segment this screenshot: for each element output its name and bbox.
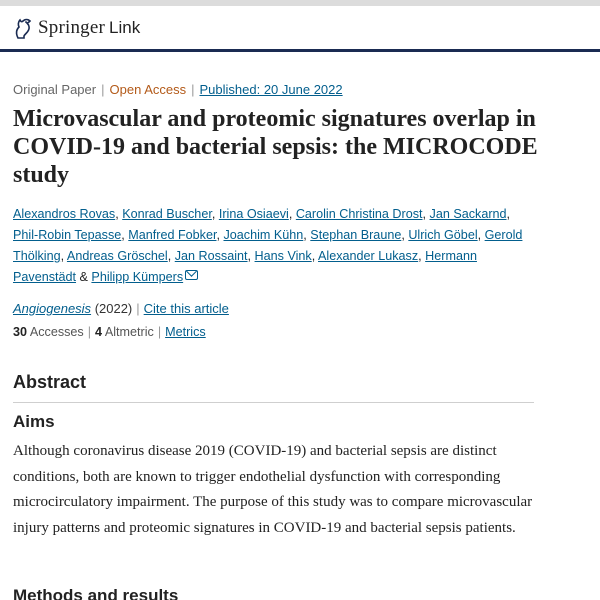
article-metrics: [13, 325, 206, 339]
author-link[interactable]: Alexandros Rovas: [13, 207, 116, 221]
accesses-label: Accesses: [29, 325, 84, 339]
author-link[interactable]: Manfred Fobker: [128, 228, 217, 242]
aims-heading: Aims: [13, 412, 55, 431]
article-title: Microvascular and proteomic signatures overlap in COVID-19 and bacterial sepsis: the MICROCODE study: [13, 106, 538, 188]
abstract-heading: Abstract: [13, 372, 87, 392]
altmetric-label: Altmetric: [104, 325, 154, 339]
meta-separator: |: [101, 82, 105, 97]
author-link[interactable]: Joachim Kühn: [223, 228, 304, 242]
author-link[interactable]: Hans Vink: [254, 249, 312, 263]
author-link[interactable]: Stephan Braune: [310, 228, 402, 242]
published-date-link[interactable]: Published: 20 June 2022: [199, 82, 343, 97]
methods-heading: Methods and results: [13, 586, 179, 600]
author-link[interactable]: Jan Rossaint: [174, 249, 248, 263]
author-link[interactable]: Ulrich Göbel: [408, 228, 478, 242]
author-link[interactable]: Irina Osiaevi: [218, 207, 289, 221]
author-link[interactable]: Konrad Buscher: [122, 207, 212, 221]
aims-paragraph: Although coronavirus disease 2019 (COVID-19) and bacterial sepsis are distinct conditions, both are known to trigger endothelial dysfunction with corresponding microcirculatory impairment. The purpose of this study was to compare microvascular injury patterns and proteomic signatures in COVID-19 and bacterial sepsis patients.: [13, 443, 533, 536]
metrics-separator: |: [157, 325, 162, 339]
accesses-count: 30: [13, 325, 28, 339]
author-list: Alexandros Rovas, Konrad Buscher, Irina Osiaevi, Carolin Christina Drost, Jan Sackarnd, Phil-Robin Tepasse, Manfred Fobker, Joachim Kühn, Stephan Braune, Ulrich Göbel, Gerold Thölking, Andreas Gröschel, Jan Rossaint, Hans Vink, Alexander Lukasz, Hermann Pavenstädt & Philipp Kümpers: [13, 207, 523, 284]
logo-brand-text: Springer: [38, 17, 106, 38]
author-link[interactable]: Jan Sackarnd: [429, 207, 507, 221]
author-link[interactable]: Andreas Gröschel: [66, 249, 168, 263]
journal-year: (2022): [94, 301, 133, 316]
article-meta: [13, 82, 343, 97]
author-link[interactable]: Hermann Pavenstädt: [13, 249, 477, 284]
journal-line: [13, 301, 229, 316]
meta-separator: |: [191, 82, 195, 97]
author-link[interactable]: Philipp Kümpers: [91, 270, 184, 284]
logo-sub-text: Link: [109, 18, 141, 37]
metrics-link[interactable]: Metrics: [165, 325, 206, 339]
author-link[interactable]: Phil-Robin Tepasse: [13, 228, 122, 242]
springer-horse-icon: [12, 16, 34, 40]
journal-link[interactable]: Angiogenesis: [13, 301, 92, 316]
abstract-divider: [13, 402, 534, 403]
email-icon[interactable]: [185, 270, 198, 280]
author-link[interactable]: Alexander Lukasz: [318, 249, 419, 263]
open-access-label: Open Access: [109, 82, 187, 97]
article-type: Original Paper: [13, 82, 97, 97]
site-header: [0, 6, 600, 52]
author-link[interactable]: Gerold Thölking: [13, 228, 523, 263]
metrics-separator: |: [87, 325, 92, 339]
springer-link-logo[interactable]: [12, 16, 140, 40]
altmetric-count: 4: [95, 325, 103, 339]
cite-article-link[interactable]: Cite this article: [143, 301, 229, 316]
journal-separator: |: [136, 301, 140, 316]
author-link[interactable]: Carolin Christina Drost: [295, 207, 423, 221]
